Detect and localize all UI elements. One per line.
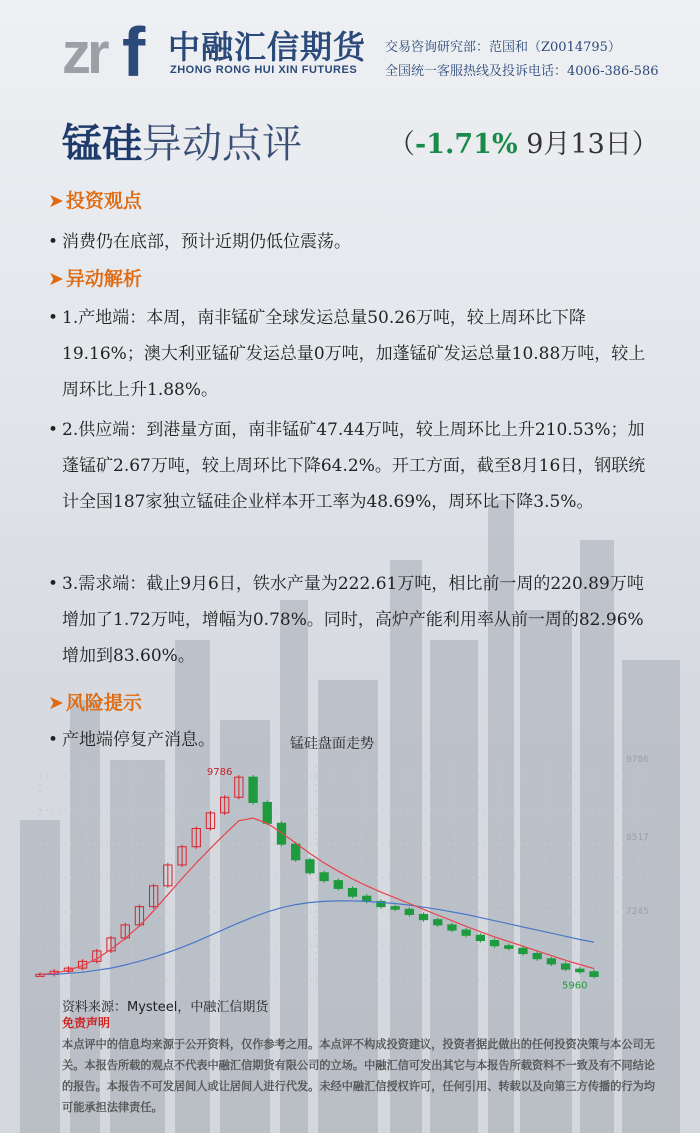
price-change-pct: -1.71% (415, 129, 518, 160)
paren-open: （ (388, 129, 415, 160)
candle-body (462, 930, 470, 935)
peak-price-label: 9786 (206, 767, 233, 779)
y-tick-label: 9786 (626, 755, 649, 765)
view-bullet: • 消费仍在底部，预计近期仍低位震荡。 (48, 224, 660, 260)
candle-body (263, 802, 271, 823)
candle-body (576, 969, 584, 972)
report-date: 9月13日） (517, 129, 659, 160)
candle-body (277, 823, 285, 844)
candlesticks (36, 775, 598, 978)
logo-mark-f: f (122, 13, 146, 91)
moving-average-lines (40, 818, 594, 974)
price-chart (34, 752, 658, 1000)
candle-body (561, 964, 569, 969)
candle-body (348, 888, 356, 896)
candle-body (391, 907, 399, 910)
candle-body (363, 896, 371, 901)
candle-body (292, 844, 300, 860)
candle-body (476, 935, 484, 940)
title-change-date (388, 122, 659, 161)
candle-body (519, 948, 527, 953)
logo-mark-zr: zr (62, 21, 106, 86)
bullet-icon: • (48, 574, 59, 594)
arrow-right-icon: ➤ (48, 190, 64, 212)
moving-average-short-line (40, 818, 594, 974)
report-header (0, 0, 700, 100)
analyst-contact: 交易咨询研究部：范国和（Z0014795） (385, 40, 621, 55)
chart-title: 锰硅盘面走势 (290, 736, 374, 752)
candle-body (533, 954, 541, 959)
chart-labels (207, 755, 649, 991)
title-product: 锰硅 (62, 120, 142, 167)
report-title (62, 112, 302, 168)
disclaimer-body: 本点评中的信息均来源于公开资料，仅作参考之用。本点评不构成投资建议，投资者据此做出的任何投资决策与本公司无关。本报告所载的观点不代表中融汇信期货有限公司的立场。中融汇信可发出其它与本报告所载资料不一致及有不同结论的报告。本报告不可发居间人或让居间人进行代发。未经中融汇信授权许可，任何引用、转载以及向第三方传播的行为均可能承担法律责任。 (62, 1038, 655, 1114)
candle-body (405, 909, 413, 914)
data-source: 资料来源：Mysteel，中融汇信期货 (62, 1000, 269, 1015)
hotline-contact: 全国统一客服热线及投诉电话：4006-386-586 (385, 64, 659, 79)
price-chart-svg (34, 752, 658, 1000)
company-name-en: ZHONG RONG HUI XIN FUTURES (170, 64, 358, 76)
candle-body (306, 860, 314, 873)
bullet-icon: • (48, 420, 59, 440)
risk-bullet: • 产地端停复产消息。 (48, 722, 288, 758)
candle-body (419, 914, 427, 919)
candle-body (434, 920, 442, 925)
candle-body (490, 941, 498, 946)
analysis-bullet-supply: • 2.供应端：到港量方面，南非锰矿47.44万吨，较上周环比上升210.53%；加蓬锰矿2.67万吨，较上周环比下降64.2%。开工方面，截至8月16日，钢联统计全国187家独立锰硅企业样本开工率为48.69%，周环比下降3.5%。 (48, 412, 660, 520)
candle-body (505, 946, 513, 949)
analysis-bullet-demand: • 3.需求端：截止9月6日，铁水产量为222.61万吨，相比前一周的220.89万吨增加了1.72万吨，增幅为0.78%。同时，高炉产能利用率从前一周的82.96%增加到83.60%。 (48, 566, 660, 674)
bullet-icon: • (48, 730, 59, 750)
candle-body (334, 881, 342, 889)
arrow-right-icon: ➤ (48, 692, 64, 714)
candle-body (320, 873, 328, 881)
chart-grid (40, 766, 654, 990)
arrow-right-icon: ➤ (48, 268, 64, 290)
bullet-icon: • (48, 232, 59, 252)
y-tick-label: 8517 (626, 833, 649, 843)
candle-body (590, 972, 598, 977)
bullet-icon: • (48, 308, 59, 328)
analysis-bullet-origin: • 1.产地端：本周，南非锰矿全球发运总量50.26万吨，较上周环比下降19.16%；澳大利亚锰矿发运总量0万吨，加蓬锰矿发运总量10.88万吨，较上周环比上升1.88%。 (48, 300, 660, 408)
company-name-cn: 中融汇信期货 (168, 28, 367, 66)
title-type: 异动点评 (142, 121, 302, 167)
candle-body (249, 777, 257, 802)
section-heading-analysis: ➤ 异动解析 (48, 268, 142, 290)
disclaimer-heading: 免责声明 (62, 1016, 111, 1030)
y-tick-label: 7245 (626, 907, 649, 917)
low-price-label: 5960 (562, 980, 588, 992)
candle-body (448, 925, 456, 930)
section-heading-risk: ➤ 风险提示 (48, 692, 142, 714)
section-heading-view: ➤ 投资观点 (48, 190, 142, 212)
candle-body (547, 959, 555, 964)
